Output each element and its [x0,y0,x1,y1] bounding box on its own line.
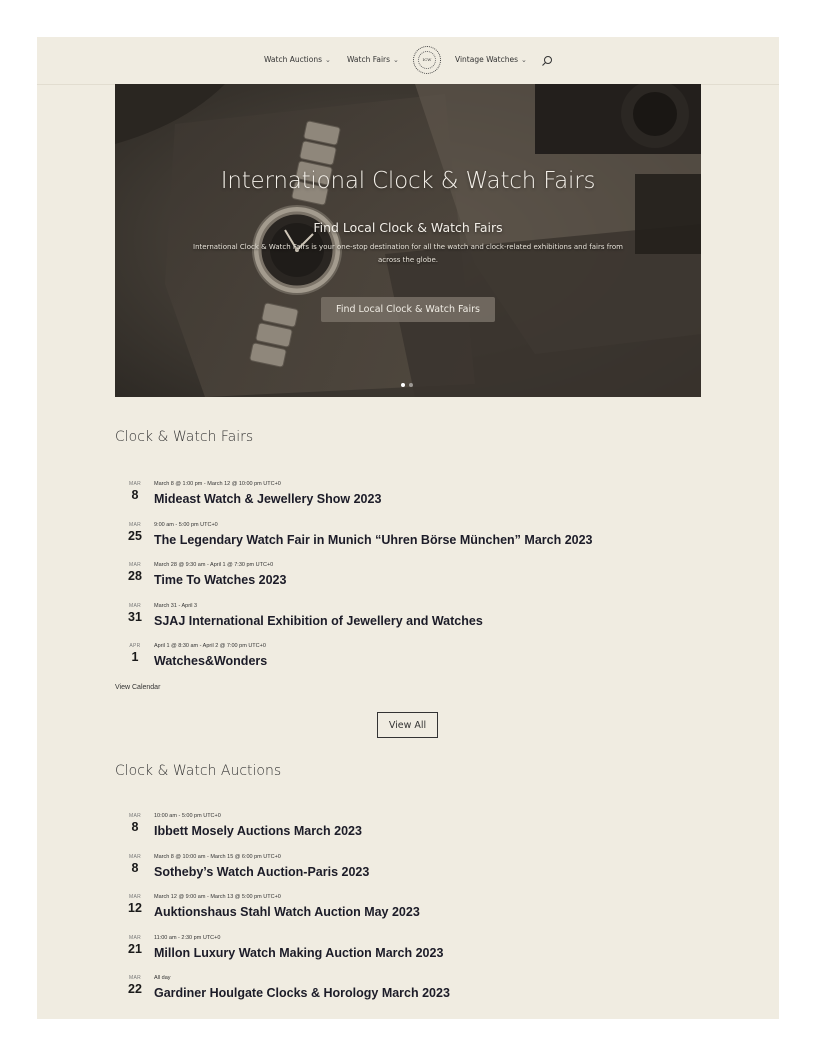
event-time: April 1 @ 8:30 am - April 2 @ 7:00 pm UTC+0 [154,643,266,649]
logo-emblem-icon: ICW [418,51,436,69]
event-month: MAR [128,894,141,900]
event-title[interactable]: Sotheby’s Watch Auction-Paris 2023 [154,865,370,879]
find-fairs-button[interactable]: Find Local Clock & Watch Fairs [321,297,495,322]
chevron-down-icon: ⌄ [520,56,527,64]
event-title[interactable]: Time To Watches 2023 [154,573,287,587]
site-logo[interactable] [413,46,441,74]
event-month: APR [129,643,141,649]
event-item[interactable] [115,643,715,679]
site-header [37,37,779,85]
event-time: All day [154,975,171,981]
event-month: MAR [128,603,141,609]
event-item[interactable] [115,854,715,890]
event-time: March 28 @ 9:30 am - April 1 @ 7:30 pm UTC+0 [154,562,274,568]
event-item[interactable] [115,935,715,971]
event-day: 8 [131,861,139,875]
search-icon[interactable] [540,54,554,68]
event-day: 1 [131,650,139,664]
event-time: 11:00 am - 2:30 pm UTC+0 [154,935,221,941]
event-time: March 8 @ 10:00 am - March 15 @ 6:00 pm UTC+0 [154,854,281,860]
event-day: 25 [128,529,142,543]
event-day: 21 [128,942,142,956]
event-title[interactable]: SJAJ International Exhibition of Jewellery and Watches [154,614,483,628]
chevron-down-icon: ⌄ [393,56,399,64]
event-month: MAR [128,813,141,819]
chevron-down-icon: ⌄ [325,56,331,64]
event-time: March 8 @ 1:00 pm - March 12 @ 10:00 pm UTC+0 [154,481,281,487]
event-title[interactable]: Watches&Wonders [154,654,268,668]
event-item[interactable] [115,813,715,849]
event-item[interactable] [115,975,715,1011]
slide-dot-2[interactable] [409,383,413,387]
event-day: 22 [128,982,142,996]
slide-dot-1[interactable] [401,383,405,387]
nav-label: Watch Fairs [347,55,391,64]
hero-slider [115,84,701,397]
event-title[interactable]: Millon Luxury Watch Making Auction March 2023 [154,946,444,960]
event-item[interactable] [115,522,715,558]
event-title[interactable]: Auktionshaus Stahl Watch Auction May 2023 [154,905,420,919]
event-month: MAR [128,975,141,981]
event-item[interactable] [115,603,715,639]
event-month: MAR [128,522,141,528]
event-month: MAR [128,854,141,860]
event-time: March 31 - April 3 [154,603,198,609]
nav-label: Vintage Watches [455,55,518,64]
event-day: 28 [128,569,142,583]
event-title[interactable]: Gardiner Houlgate Clocks & Horology March 2023 [154,986,450,1000]
event-day: 8 [131,820,139,834]
nav-watch-fairs[interactable] [347,55,399,64]
hero-subtitle: Find Local Clock & Watch Fairs [313,220,503,235]
nav-vintage-watches[interactable] [455,55,527,64]
event-time: 10:00 am - 5:00 pm UTC+0 [154,813,221,819]
page [37,37,779,1019]
event-item[interactable] [115,894,715,930]
view-calendar-link[interactable]: View Calendar [115,684,161,691]
nav-label: Watch Auctions [264,55,323,64]
event-day: 8 [131,488,139,502]
event-title[interactable]: The Legendary Watch Fair in Munich “Uhren Börse München” March 2023 [154,533,593,547]
event-title[interactable]: Mideast Watch & Jewellery Show 2023 [154,492,382,506]
auctions-section-title: Clock & Watch Auctions [115,763,282,779]
event-day: 31 [128,610,142,624]
event-time: March 12 @ 9:00 am - March 13 @ 5:00 pm UTC+0 [154,894,281,900]
event-title[interactable]: Ibbett Mosely Auctions March 2023 [154,824,362,838]
nav-watch-auctions[interactable] [264,55,331,64]
event-item[interactable] [115,481,715,517]
slider-pagination [401,374,417,392]
event-month: MAR [128,935,141,941]
event-time: 9:00 am - 5:00 pm UTC+0 [154,522,218,528]
fairs-section-title: Clock & Watch Fairs [115,429,254,445]
main-nav [37,37,779,84]
event-month: MAR [128,562,141,568]
event-item[interactable] [115,562,715,598]
event-month: MAR [128,481,141,487]
view-all-button[interactable]: View All [377,712,438,738]
event-day: 12 [128,901,142,915]
hero-description: International Clock & Watch Fairs is your one-stop destination for all the watch and clock-related exhibitions and fairs from across the globe. [193,243,623,264]
hero-title: International Clock & Watch Fairs [220,168,596,194]
